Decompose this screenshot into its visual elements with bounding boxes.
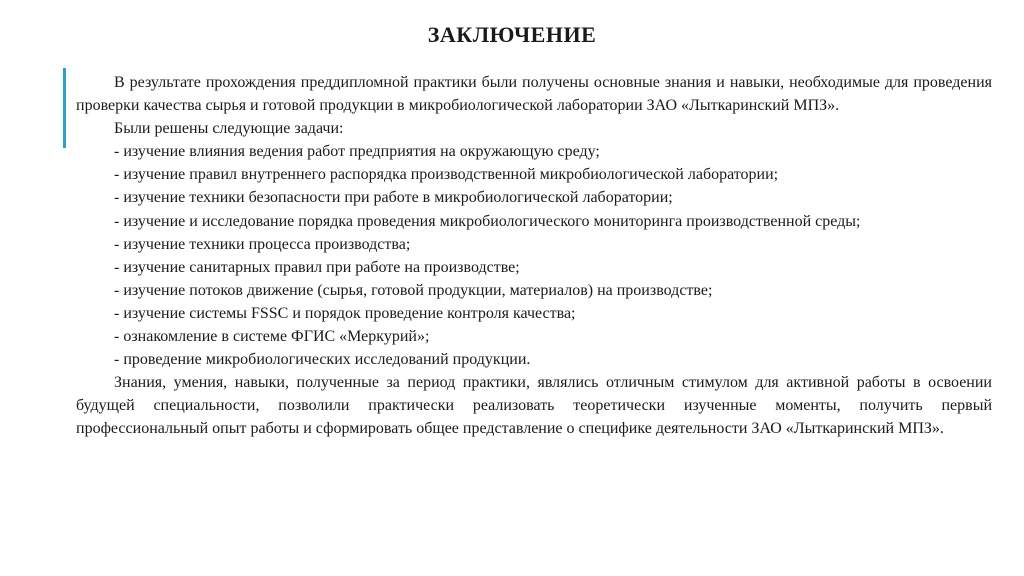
task-item: - изучение санитарных правил при работе на производстве; [114, 258, 520, 276]
task-item: - изучение правил внутреннего распорядка производственной микробиологической лаборатории; [114, 166, 779, 184]
task-item: - изучение техники процесса производства; [114, 235, 411, 253]
page-title: ЗАКЛЮЧЕНИЕ [427, 22, 597, 47]
task-item: - ознакомление в системе ФГИС «Меркурий»; [114, 328, 430, 346]
task-item: - изучение системы FSSC и порядок проведение контроля качества; [114, 304, 576, 322]
task-item: - изучение потоков движение (сырья, готовой продукции, материалов) на производстве; [114, 281, 713, 299]
task-item: - изучение и исследование порядка проведения микробиологического мониторинга производственной среды; [114, 212, 861, 230]
conclusion-body [76, 71, 992, 441]
intro-paragraph: В результате прохождения преддипломной практики были получены основные знания и навыки, необходимые для проведения проверки качества сырья и готовой продукции в микробиологической лаборатории ЗАО «Лыткаринский МПЗ». [76, 74, 992, 115]
closing-paragraph: Знания, умения, навыки, полученные за период практики, являлись отличным стимулом для активной работы в освоении будущей специальности, позволили практически реализовать теоретически изученные моменты, получить первый профессиональный опыт работы и сформировать общее представление о специфике деятельности ЗАО «Лыткаринский МПЗ». [76, 374, 992, 438]
task-item: - изучение техники безопасности при работе в микробиологической лаборатории; [114, 189, 673, 207]
task-item: - проведение микробиологических исследований продукции. [114, 351, 531, 369]
task-item: - изучение влияния ведения работ предприятия на окружающую среду; [114, 143, 600, 161]
accent-bar [63, 68, 66, 148]
tasks-heading: Были решены следующие задачи: [114, 120, 344, 138]
